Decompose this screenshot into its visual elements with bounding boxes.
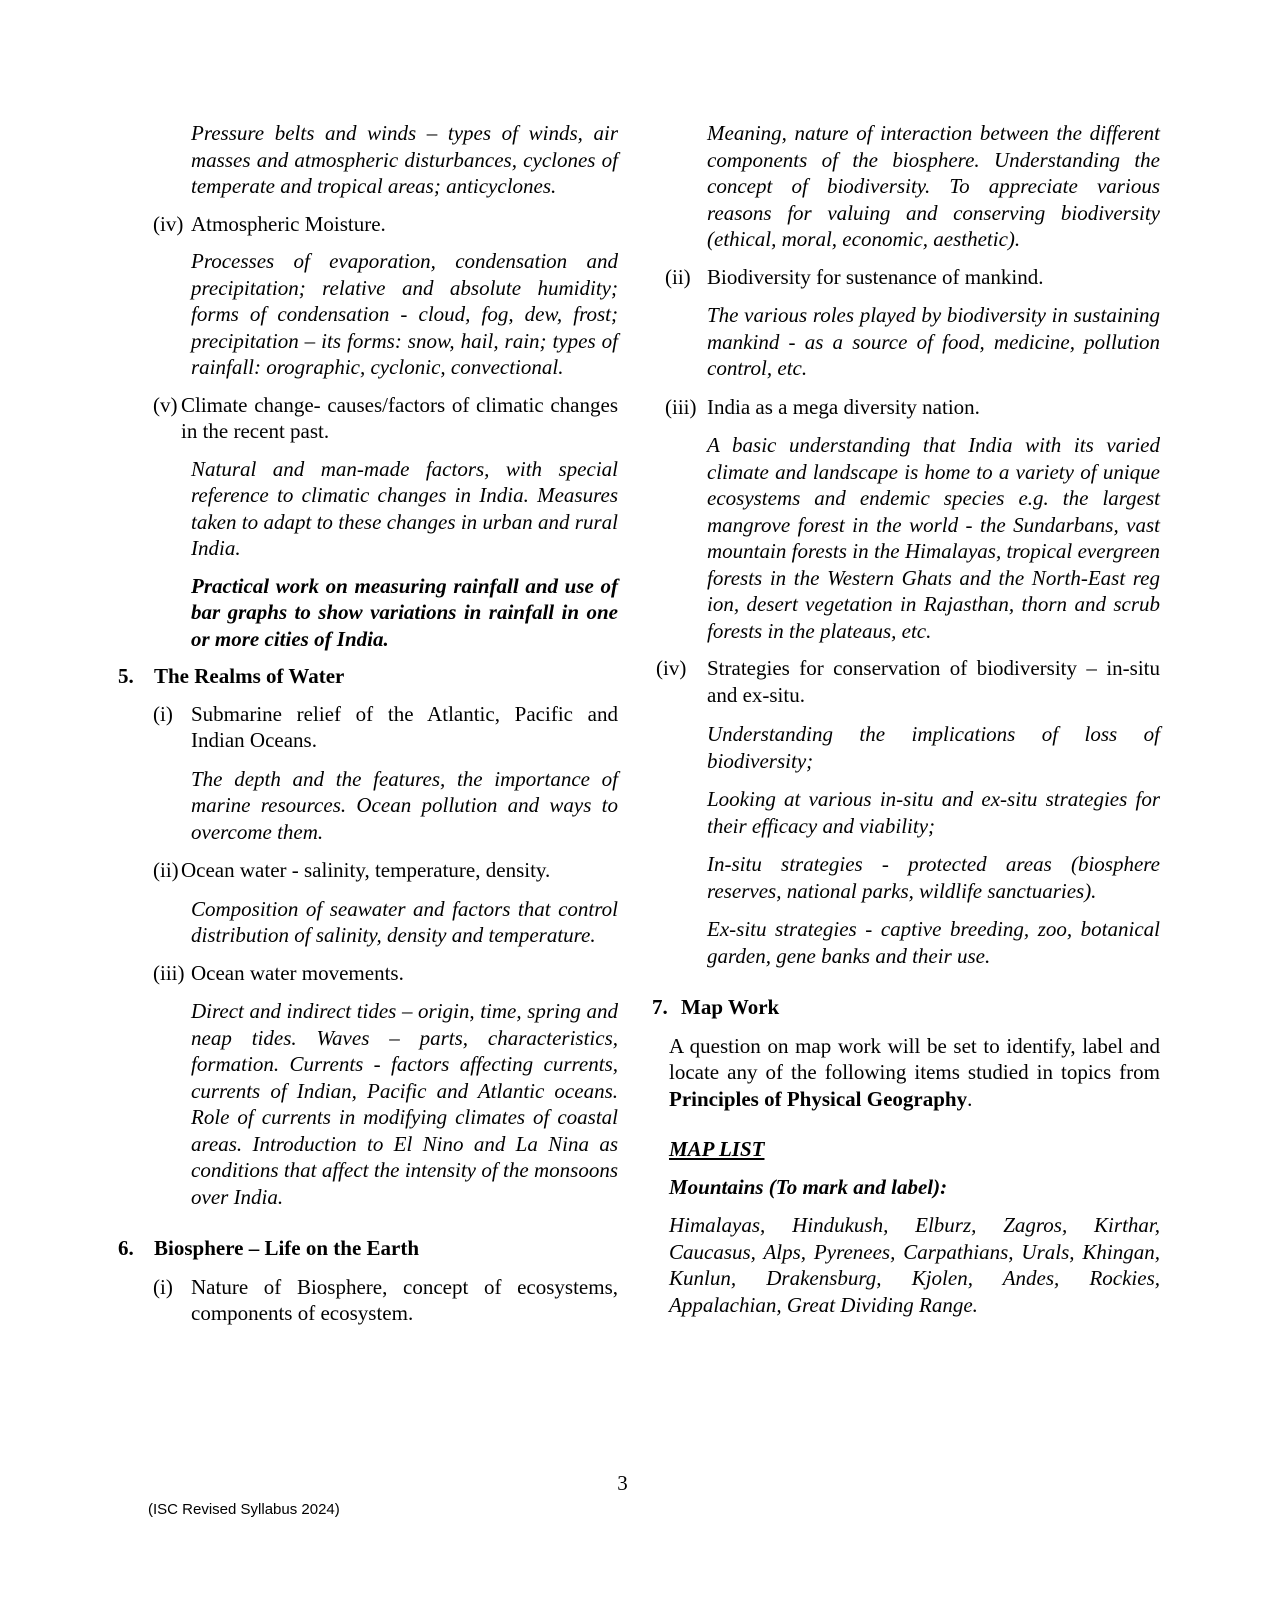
right-column bbox=[652, 120, 1160, 1318]
section-title: Map Work bbox=[681, 995, 780, 1019]
subtopic-title: Ocean water movements. bbox=[191, 960, 404, 985]
submarine-relief-description: The depth and the features, the importance of marine resources. Ocean pollution and ways to overcome them. bbox=[191, 766, 618, 844]
section-realms-of-water: 5. The Realms of Water bbox=[118, 663, 618, 690]
subtopic-ocean-movements: (iii) Ocean water movements. bbox=[118, 960, 618, 987]
climate-change-description: Natural and man-made factors, with special reference to climatic changes in India. Measures taken to adapt to these changes in urban and rural India. bbox=[191, 456, 618, 560]
subtopic-atmospheric-moisture: (iv) Atmospheric Moisture. bbox=[118, 211, 618, 238]
subtopic-nature-of-biosphere: (i) Nature of Biosphere, concept of ecosystems, components of ecosystem. bbox=[153, 1274, 618, 1325]
subtopic-title: India as a mega diversity nation. bbox=[707, 394, 980, 419]
left-column bbox=[118, 120, 618, 1327]
subtopic-biodiversity-sustenance: (ii) Biodiversity for sustenance of mankind. bbox=[652, 264, 1160, 291]
subtopic-title: Climate change- causes/factors of climatic changes in the recent past. bbox=[181, 392, 618, 443]
mega-diversity-description: A basic understanding that India with its varied climate and landscape is home to a variety of unique ecosystems and endemic species e.g. the largest mangrove forest in the world - the Sundarbans, vast mountain forests in the Himalayas, tropical evergreen forests in the Western Ghats and the North-East reg ion, desert vegetation in Rajasthan, thorn and scrub forests in the plateaus, etc. bbox=[707, 433, 1160, 643]
mountains-heading: Mountains (To mark and label): bbox=[669, 1174, 948, 1199]
conservation-description-2: Looking at various in-situ and ex-situ strategies for their efficacy and viability; bbox=[707, 787, 1160, 838]
subtopic-title: Ocean water - salinity, temperature, density. bbox=[181, 858, 551, 882]
section-title: Biosphere – Life on the Earth bbox=[154, 1236, 420, 1260]
subtopic-title: Strategies for conservation of biodiversity – in-situ and ex-situ. bbox=[707, 656, 1160, 707]
biosphere-nature-description: Meaning, nature of interaction between the different components of the biosphere. Understanding the concept of biodiversity. To appreciate various reasons for valuing and conserving biodiversity (ethical, moral, economic, aesthetic). bbox=[707, 121, 1160, 251]
subtopic-climate-change: (v) Climate change- causes/factors of climatic changes in the recent past. bbox=[153, 392, 618, 443]
map-work-intro: A question on map work will be set to identify, label and locate any of the following items studied in topics from Principles of Physical Geography. bbox=[669, 1033, 1160, 1111]
subtopic-ocean-water: (ii) Ocean water - salinity, temperature, density. bbox=[118, 857, 618, 884]
practical-work-note: Practical work on measuring rainfall and use of bar graphs to show variations in rainfall in one or more cities of India. bbox=[191, 573, 618, 651]
conservation-description-3: In-situ strategies - protected areas (biosphere reserves, national parks, wildlife sanctuaries). bbox=[707, 852, 1160, 903]
subtopic-title: Submarine relief of the Atlantic, Pacific and Indian Oceans. bbox=[191, 701, 618, 752]
subtopic-title: Atmospheric Moisture. bbox=[191, 211, 386, 236]
mountains-list: Himalayas, Hindukush, Elburz, Zagros, Kirthar, Caucasus, Alps, Pyrenees, Carpathians, Urals, Khingan, Kunlun, Drakensburg, Kjolen, Andes, Rockies, Appalachian, Great Dividing Range. bbox=[669, 1213, 1160, 1317]
atmospheric-moisture-description: Processes of evaporation, condensation and precipitation; relative and absolute humidity; forms of condensation - cloud, fog, dew, frost; precipitation – its forms: snow, hail, rain; types of rainfall: orographic, cyclonic, convectional. bbox=[191, 249, 618, 379]
footer-label: (ISC Revised Syllabus 2024) bbox=[148, 1501, 340, 1518]
subtopic-conservation-strategies: (iv) Strategies for conservation of biodiversity – in-situ and ex-situ. bbox=[656, 656, 1160, 707]
section-biosphere: 6. Biosphere – Life on the Earth bbox=[118, 1235, 618, 1262]
ocean-movements-description: Direct and indirect tides – origin, time, spring and neap tides. Waves – parts, characteristics, formation. Currents - factors affecting currents, currents of Indian, Pacific and Atlantic oceans. Role of currents in modifying climates of coastal areas. Introduction to El Nino and La Nina as conditions that affect the intensity of the monsoons over India. bbox=[191, 999, 618, 1209]
subtopic-submarine-relief: (i) Submarine relief of the Atlantic, Pacific and Indian Oceans. bbox=[153, 701, 618, 752]
conservation-description-1: Understanding the implications of loss of biodiversity; bbox=[707, 722, 1160, 773]
subtopic-mega-diversity: (iii) India as a mega diversity nation. bbox=[652, 394, 1160, 421]
biodiversity-sustenance-description: The various roles played by biodiversity in sustaining mankind - as a source of food, medicine, pollution control, etc. bbox=[707, 303, 1160, 380]
ocean-water-description: Composition of seawater and factors that control distribution of salinity, density and temperature. bbox=[191, 896, 618, 947]
section-title: The Realms of Water bbox=[154, 664, 345, 688]
map-list-heading: MAP LIST bbox=[669, 1137, 765, 1161]
page-number: 3 bbox=[617, 1471, 628, 1495]
subtopic-title: Nature of Biosphere, concept of ecosystems, components of ecosystem. bbox=[191, 1274, 618, 1325]
conservation-description-4: Ex-situ strategies - captive breeding, zoo, botanical garden, gene banks and their use. bbox=[707, 917, 1160, 968]
section-map-work: 7. Map Work bbox=[652, 994, 1160, 1021]
pressure-belts-description: Pressure belts and winds – types of winds, air masses and atmospheric disturbances, cyclones of temperate and tropical areas; anticyclones. bbox=[191, 121, 618, 198]
subtopic-title: Biodiversity for sustenance of mankind. bbox=[707, 264, 1044, 289]
